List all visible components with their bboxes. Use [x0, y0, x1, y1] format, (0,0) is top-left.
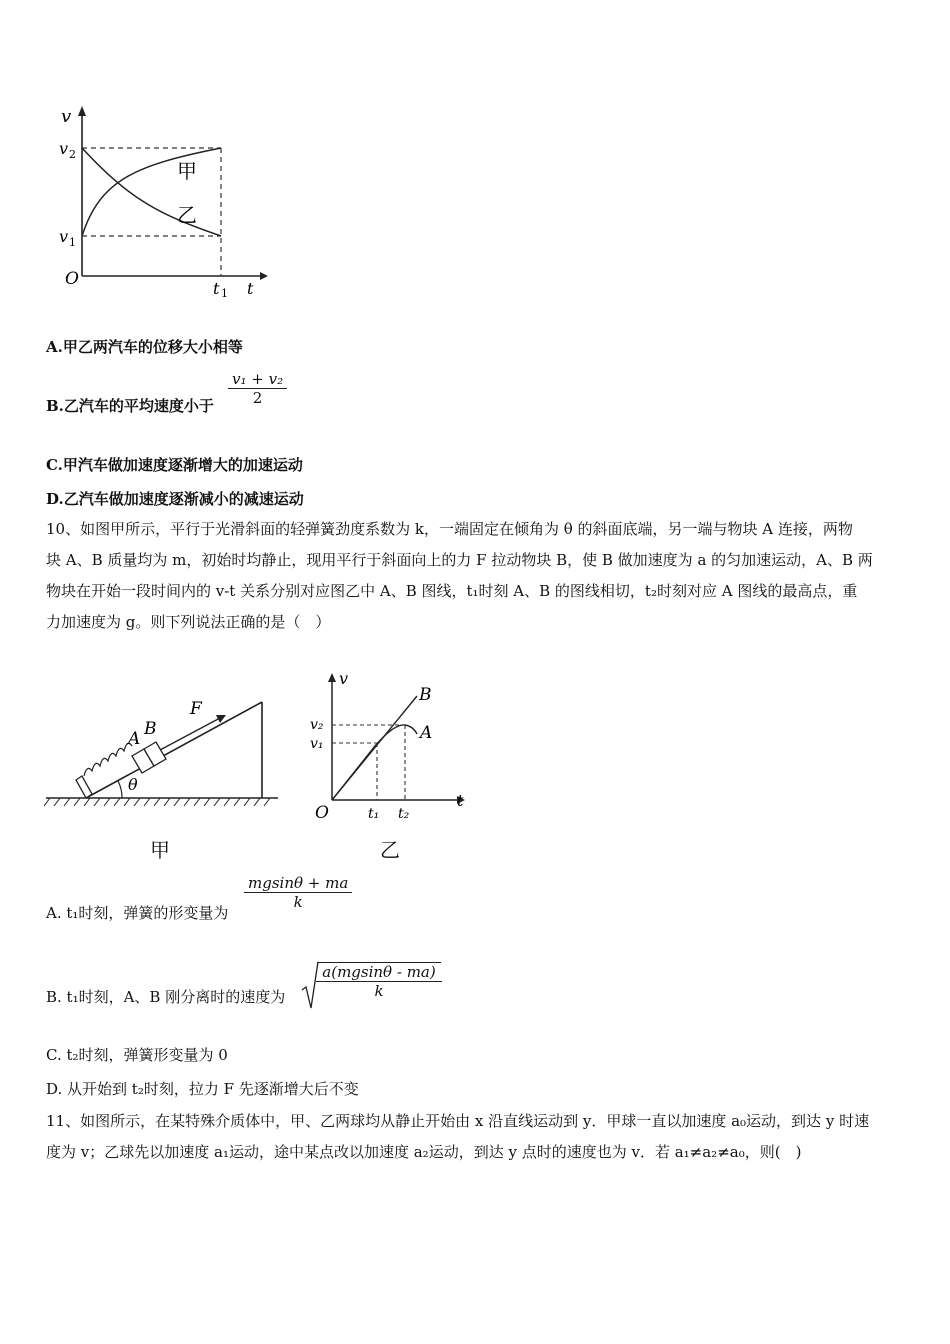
origin-label: O — [65, 269, 79, 289]
svg-text:B: B — [144, 719, 157, 739]
q10-option-d: D. 从开始到 t₂时刻，拉力 F 先逐渐增大后不变 — [46, 1080, 359, 1098]
figure-jia-caption: 甲 — [150, 838, 170, 862]
svg-text:A: A — [420, 723, 433, 743]
v1-label: v — [59, 227, 69, 246]
q10-option-a-fraction: $\frac{mgsin\theta + ma}{k}$ — [244, 874, 352, 911]
svg-text:t₁: t₁ — [368, 806, 380, 822]
axis-t-label: t — [247, 279, 254, 298]
q10-option-b-fraction: $\frac{a(mgsin\theta - ma)}{k}$ — [316, 963, 442, 1000]
svg-text:t₂: t₂ — [398, 806, 410, 822]
q10-option-c: C. t₂时刻，弹簧形变量为 0 — [46, 1046, 228, 1064]
incline-spring-figure — [44, 690, 284, 815]
svg-text:v₁: v₁ — [310, 736, 324, 752]
q9-option-a: A.甲乙两汽车的位移大小相等 — [46, 338, 243, 356]
svg-text:1: 1 — [221, 287, 228, 300]
q9-option-b-fraction: $\frac{\text{v₁ + v₂}}{2}$ — [228, 370, 287, 407]
q9-option-c: C.甲汽车做加速度逐渐增大的加速运动 — [46, 456, 303, 474]
curve-yi-label: 乙 — [177, 203, 197, 227]
q10-option-a: A. t₁时刻，弹簧的形变量为 — [46, 904, 229, 922]
v2-label: v — [59, 139, 69, 158]
svg-text:θ: θ — [128, 775, 138, 794]
svg-text:v: v — [339, 669, 349, 688]
velocity-time-graph-2 — [305, 668, 475, 828]
velocity-time-graph-1 — [55, 100, 275, 300]
svg-text:F: F — [190, 699, 202, 719]
svg-text:2: 2 — [69, 148, 76, 161]
q10-stem: 10、如图甲所示，平行于光滑斜面的轻弹簧劲度系数为 k，一端固定在倾角为 θ 的斜面底端，另一端与物块 A 连接，两物 块 A、B 质量均为 m，初始时均静止，现用平行于斜面向上的力 F 拉动物块 B，使 B 做加速度为 a 的匀加速运动，A、B 两 物块在开始一段时间内的 v-t 关系分别对应图乙中 A、B 图线，t₁时刻 A、B 的图线相切，t₂时刻对应 A 图线的最高点，重 力加速度为 g。则下列说法正确的是（ ） — [46, 520, 873, 631]
q11-stem: 11、如图所示，在某特殊介质体中，甲、乙两球均从静止开始由 x 沿直线运动到 y．甲球一直以加速度 a₀运动，到达 y 时速 度为 v；乙球先以加速度 a₁运动，途中某点改以加速度 a₂运动，到达 y 点时的速度也为 v．若 a₁≠a₂≠a₀，则( ) — [46, 1112, 870, 1161]
axis-v-label: v — [61, 106, 72, 127]
figure-yi-caption: 乙 — [380, 838, 400, 862]
svg-text:B: B — [419, 685, 432, 705]
curve-jia-label: 甲 — [177, 159, 197, 183]
q9-option-d: D.乙汽车做加速度逐渐减小的减速运动 — [46, 490, 304, 508]
t1-label: t — [213, 279, 220, 298]
svg-text:t: t — [457, 791, 464, 810]
q9-option-b: B.乙汽车的平均速度小于 — [46, 397, 214, 415]
svg-text:1: 1 — [69, 236, 76, 249]
svg-text:v₂: v₂ — [310, 717, 324, 733]
svg-text:A: A — [128, 729, 141, 749]
svg-text:O: O — [315, 803, 329, 823]
q10-option-b: B. t₁时刻，A、B 刚分离时的速度为 — [46, 988, 286, 1006]
